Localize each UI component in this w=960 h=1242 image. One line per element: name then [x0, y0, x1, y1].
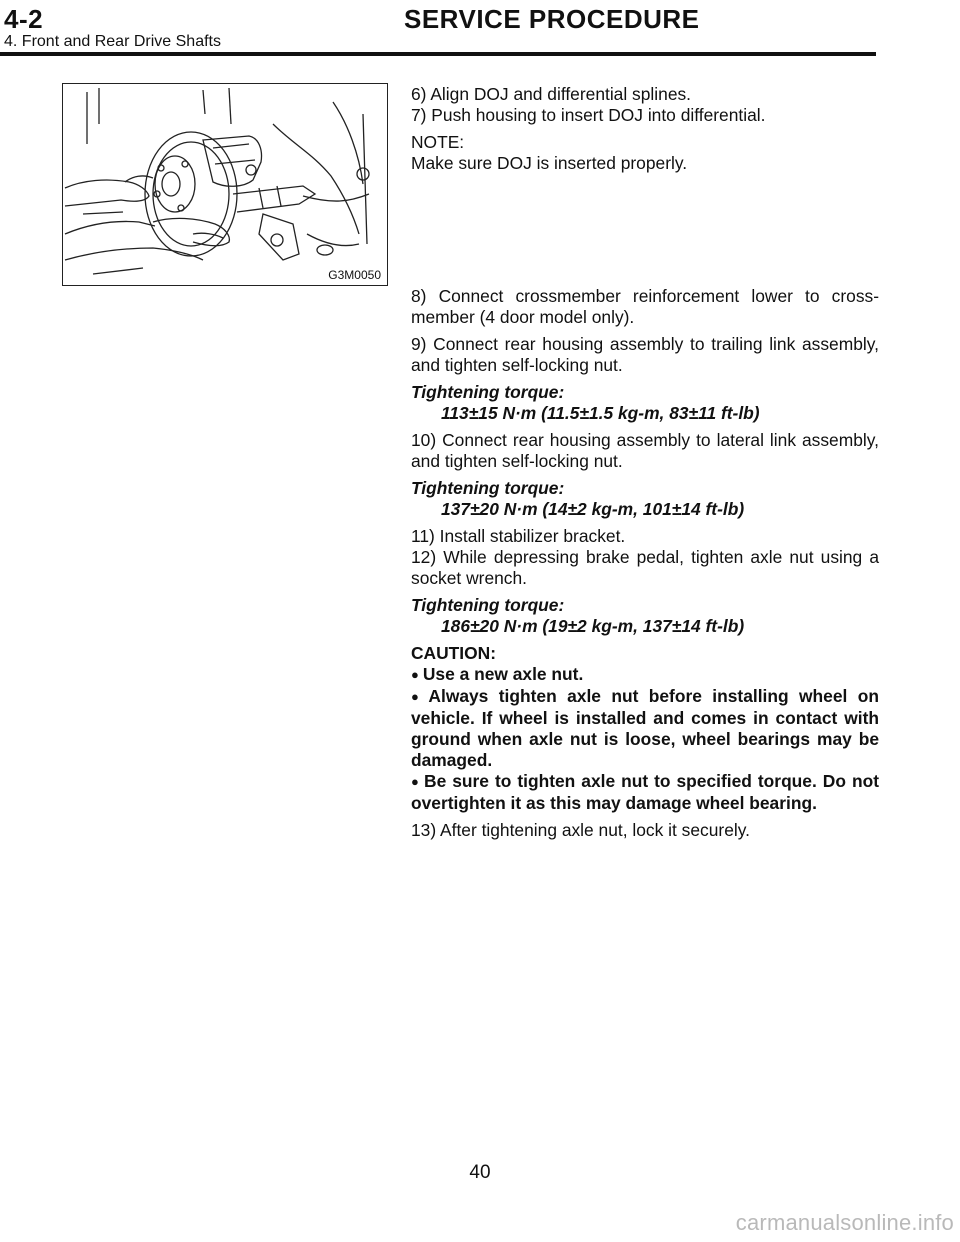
torque-value: 137±20 N·m (14±2 kg-m, 101±14 ft-lb) [441, 499, 745, 519]
torque-value: 186±20 N·m (19±2 kg-m, 137±14 ft-lb) [441, 616, 745, 636]
step-6: 6) Align DOJ and differential splines. [411, 84, 692, 104]
step-10: 10) Connect rear housing assembly to lateral link assembly, and tighten self-locking nut. [411, 430, 879, 471]
section-title: SERVICE PROCEDURE [404, 4, 700, 34]
watermark: carmanualsonline.info [735, 1210, 954, 1235]
figure-label: G3M0050 [328, 268, 381, 282]
step-13: 13) After tightening axle nut, lock it securely. [411, 820, 750, 840]
caution-heading: CAUTION: [411, 643, 497, 663]
torque-label: Tightening torque: [411, 478, 565, 498]
note-text: Make sure DOJ is inserted properly. [411, 153, 688, 173]
brake-hub-illustration [63, 84, 389, 287]
step-8: 8) Connect crossmember reinforcement lower to cross-member (4 door model only). [411, 286, 879, 327]
torque-label: Tightening torque: [411, 595, 565, 615]
page-header [0, 0, 960, 60]
page-number: 40 [469, 1162, 491, 1183]
section-number: 4-2 [4, 4, 44, 34]
procedure-text [411, 84, 879, 841]
header-rule [0, 52, 876, 56]
subsection-title: 4. Front and Rear Drive Shafts [4, 33, 221, 50]
step-12: 12) While depressing brake pedal, tighten axle nut using a socket wrench. [411, 547, 879, 588]
torque-value: 113±15 N·m (11.5±1.5 kg-m, 83±11 ft-lb) [441, 403, 760, 423]
torque-label: Tightening torque: [411, 382, 565, 402]
note-heading: NOTE: [411, 132, 465, 152]
caution-item: ● Be sure to tighten axle nut to specified torque. Do not overtighten it as this may damage wheel bearing. [411, 771, 879, 814]
caution-item: ● Use a new axle nut. [411, 664, 879, 686]
step-7: 7) Push housing to insert DOJ into differential. [411, 105, 766, 125]
step-9: 9) Connect rear housing assembly to trailing link assembly, and tighten self-locking nut. [411, 334, 879, 375]
illustration-figure [62, 83, 388, 286]
caution-item: ● Always tighten axle nut before installing wheel on vehicle. If wheel is installed and comes in contact with ground when axle nut is loose, wheel bearings may be damaged. [411, 686, 879, 771]
step-11: 11) Install stabilizer bracket. [411, 526, 626, 546]
